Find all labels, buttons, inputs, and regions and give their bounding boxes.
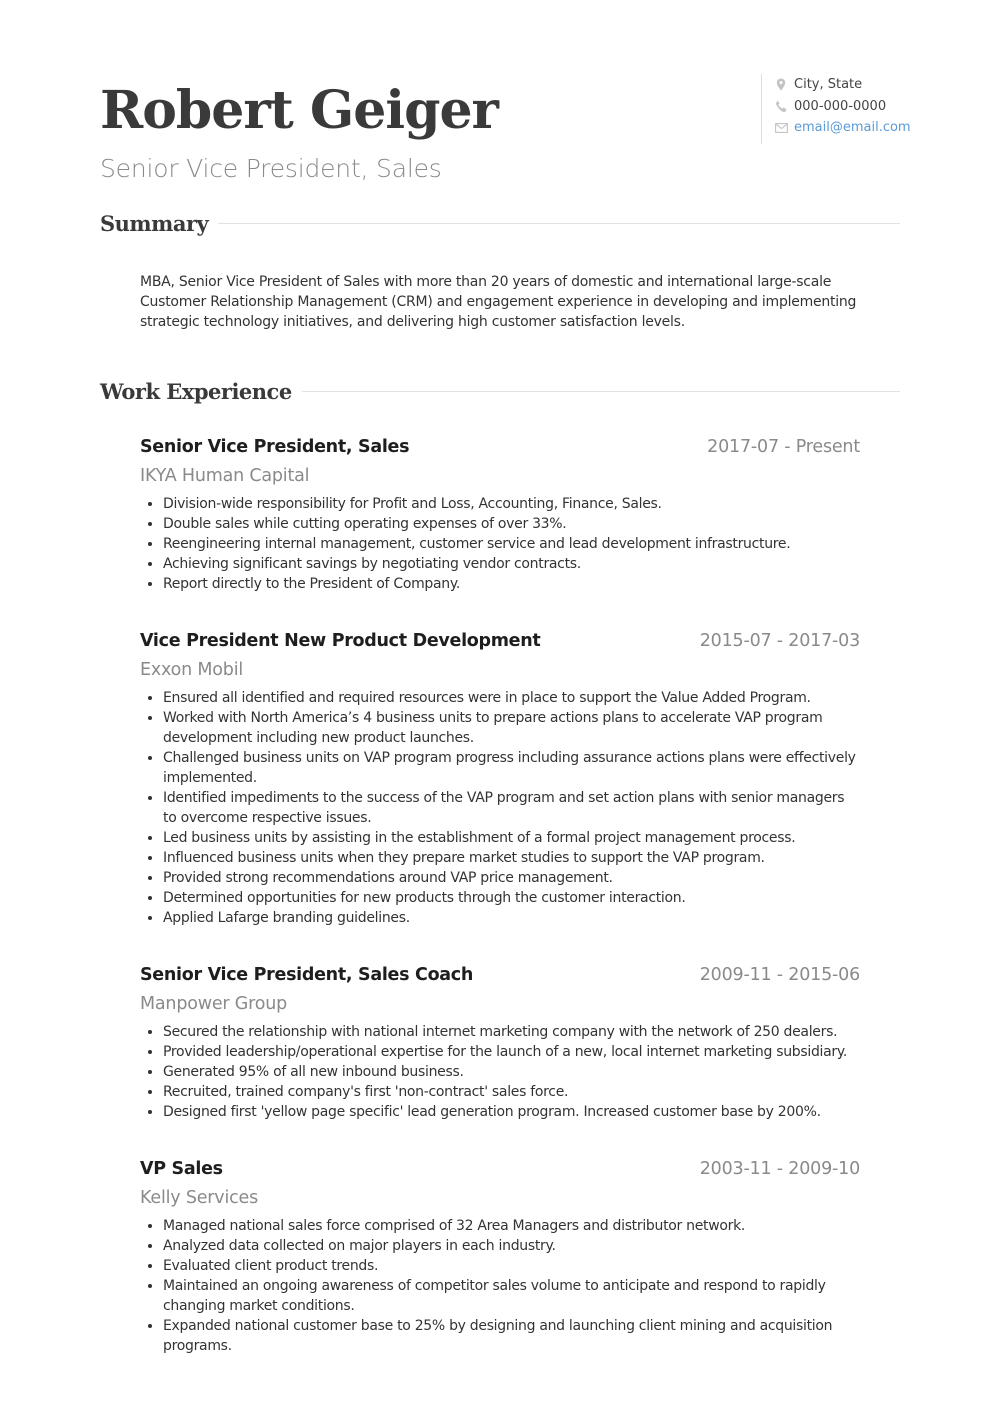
job-bullet: • Identified impediments to the success of the VAP program and set action plans with senior managers to overcome respective issues. <box>163 788 860 828</box>
job-bullet: • Report directly to the President of Company. <box>163 574 860 594</box>
job-bullets <box>140 494 860 594</box>
job-bullets <box>140 1022 860 1122</box>
job-company: Exxon Mobil <box>140 660 244 680</box>
summary-section-header <box>100 208 900 238</box>
job-title: Vice President New Product Development <box>140 631 541 651</box>
contact-email-link[interactable]: email@email.com <box>794 120 911 136</box>
job-bullets <box>140 1216 860 1356</box>
job-bullets <box>140 688 860 928</box>
job-bullet: • Maintained an ongoing awareness of competitor sales volume to anticipate and respond to rapidly changing market conditions. <box>163 1276 860 1316</box>
job-dates: 2003-11 - 2009-10 <box>699 1159 860 1179</box>
job-bullet: • Applied Lafarge branding guidelines. <box>163 908 860 928</box>
envelope-icon <box>774 121 788 135</box>
phone-icon <box>774 99 788 113</box>
work-heading: Work Experience <box>100 378 292 404</box>
job-bullet: • Division-wide responsibility for Profit and Loss, Accounting, Finance, Sales. <box>163 494 860 514</box>
job-company: Kelly Services <box>140 1188 259 1208</box>
job-dates: 2017-07 - Present <box>707 437 860 457</box>
job-bullet: • Achieving significant savings by negotiating vendor contracts. <box>163 554 860 574</box>
job-bullet: • Influenced business units when they prepare market studies to support the VAP program. <box>163 848 860 868</box>
job-bullet: • Reengineering internal management, customer service and lead development infrastructure. <box>163 534 860 554</box>
contact-email[interactable] <box>774 117 914 139</box>
job-dates: 2009-11 - 2015-06 <box>699 965 860 985</box>
summary-divider <box>218 223 900 224</box>
job-bullet: • Managed national sales force comprised of 32 Area Managers and distributor network. <box>163 1216 860 1236</box>
job-title: Senior Vice President, Sales Coach <box>140 965 474 985</box>
job-bullet: • Ensured all identified and required resources were in place to support the Value Added Program. <box>163 688 860 708</box>
job-entry <box>140 965 860 1122</box>
job-entry <box>140 631 860 928</box>
job-bullet: • Generated 95% of all new inbound business. <box>163 1062 860 1082</box>
work-divider <box>302 391 900 392</box>
job-bullet: • Determined opportunities for new products through the customer interaction. <box>163 888 860 908</box>
job-bullet: • Recruited, trained company's first 'non-contract' sales force. <box>163 1082 860 1102</box>
job-bullet: • Led business units by assisting in the establishment of a formal project management process. <box>163 828 860 848</box>
job-bullet: • Provided strong recommendations around VAP price management. <box>163 868 860 888</box>
job-bullet: • Secured the relationship with national internet marketing company with the network of 250 dealers. <box>163 1022 860 1042</box>
job-bullet: • Evaluated client product trends. <box>163 1256 860 1276</box>
contact-location-text: City, State <box>794 77 863 93</box>
contact-phone <box>774 96 914 118</box>
job-title: Senior Vice President, Sales <box>140 437 410 457</box>
job-dates: 2015-07 - 2017-03 <box>699 631 860 651</box>
job-bullet: • Designed first 'yellow page specific' lead generation program. Increased customer base by 200%. <box>163 1102 860 1122</box>
location-pin-icon <box>774 78 788 92</box>
job-entry <box>140 437 860 594</box>
job-bullet: • Double sales while cutting operating expenses of over 33%. <box>163 514 860 534</box>
job-entry <box>140 1159 860 1356</box>
candidate-name: Robert Geiger <box>100 80 498 141</box>
contact-block <box>761 74 914 144</box>
summary-text: MBA, Senior Vice President of Sales with more than 20 years of domestic and international large-scale Customer Relationship Management (CRM) and engagement experience in developing and implementing strategic technology initiatives, and delivering high customer satisfaction levels. <box>140 274 857 330</box>
job-company: IKYA Human Capital <box>140 466 310 486</box>
work-section-header <box>100 376 900 406</box>
job-bullet: • Worked with North America’s 4 business units to prepare actions plans to accelerate VAP program development including new product launches. <box>163 708 860 748</box>
job-bullet: • Expanded national customer base to 25% by designing and launching client mining and acquisition programs. <box>163 1316 860 1356</box>
contact-location <box>774 74 914 96</box>
contact-phone-text: 000-000-0000 <box>794 98 887 114</box>
summary-heading: Summary <box>100 210 209 236</box>
job-company: Manpower Group <box>140 994 288 1014</box>
job-bullet: • Provided leadership/operational expertise for the launch of a new, local internet marketing subsidiary. <box>163 1042 860 1062</box>
job-title: VP Sales <box>140 1159 223 1179</box>
candidate-headline: Senior Vice President, Sales <box>100 154 442 183</box>
job-bullet: • Challenged business units on VAP program progress including assurance actions plans were effectively implemented. <box>163 748 860 788</box>
job-bullet: • Analyzed data collected on major players in each industry. <box>163 1236 860 1256</box>
